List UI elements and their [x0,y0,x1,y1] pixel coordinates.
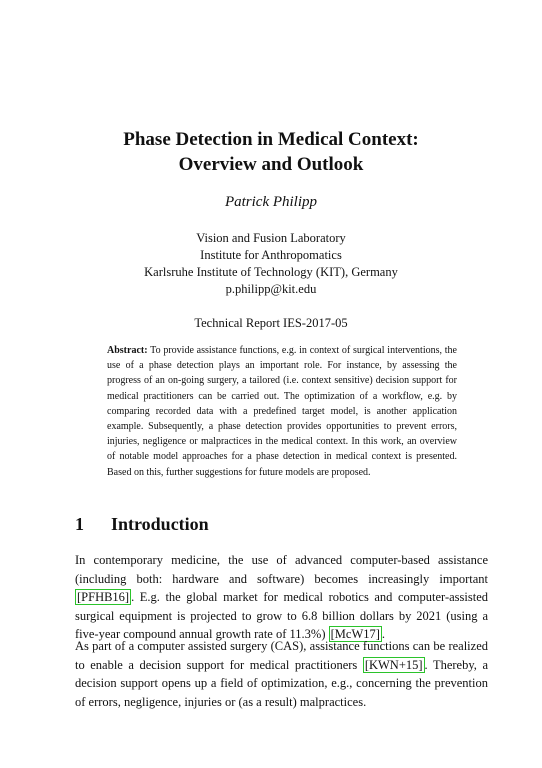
affiliation-university: Karlsruhe Institute of Technology (KIT), Germany [144,265,398,279]
section-title: Introduction [111,514,209,534]
paragraph-2-text-a: As part of a computer assisted surgery (CAS), assistance functions can be realized to enable a decision support for medical practitioners [75,639,488,672]
abstract-text: To provide assistance functions, e.g. in context of surgical interventions, the use of a phase detection plays an important role. For instance, by assessing the progress of an on-going surgery, a tailored (i.e. context sensitive) decision support for medical practitioners can be carried out. The optimization of a workflow, e.g. by comparing recorded data with a predefined target model, is another application example. Subsequently, a phase detection provides opportunities to prevent errors, injuries, negligence or malpractices in the medical context. In this work, an overview of notable model approaches for a phase detection in medical context is presented. Based on this, further suggestions for future models are proposed. [107,345,457,478]
citation-link-pfhb16[interactable]: [PFHB16] [77,590,130,605]
title-line-2: Overview and Outlook [178,154,364,175]
citation-link-mcw17[interactable]: [McW17] [330,627,380,642]
abstract-label: Abstract: [107,345,148,356]
author-email[interactable]: p.philipp@kit.edu [225,282,317,296]
paragraph-1-text-b: . E.g. the global market for medical robotics and computer-assisted surgical equipment is projected to grow to 6.8 billion dollars by 2021 (using a five-year compound annual growth rate of 11.3%) [75,590,488,642]
title-line-1: Phase Detection in Medical Context: [123,129,419,150]
affiliation-block [0,230,542,298]
paper-title [0,127,542,177]
citation-link-kwn15[interactable]: [KWN+15] [364,657,423,672]
author-name: Patrick Philipp [224,194,318,210]
paragraph-2-text-b: . Thereby, a decision support opens up a field of optimization, e.g., concerning the prevention of errors, negligence, injuries or (as a result) malpractices. [75,657,488,709]
affiliation-lab: Vision and Fusion Laboratory [196,231,346,245]
report-number: Technical Report IES-2017-05 [194,316,348,330]
section-heading [75,514,209,535]
abstract [107,343,457,480]
paragraph-1 [75,551,488,644]
paragraph-1-text-c: . [381,627,386,642]
paragraph-1-text-a: In contemporary medicine, the use of advanced computer-based assistance (including both: hardware and software) becomes increasingly important [75,553,488,586]
paragraph-2 [75,637,488,711]
affiliation-institute: Institute for Anthropomatics [200,248,342,262]
section-number: 1 [75,514,84,534]
